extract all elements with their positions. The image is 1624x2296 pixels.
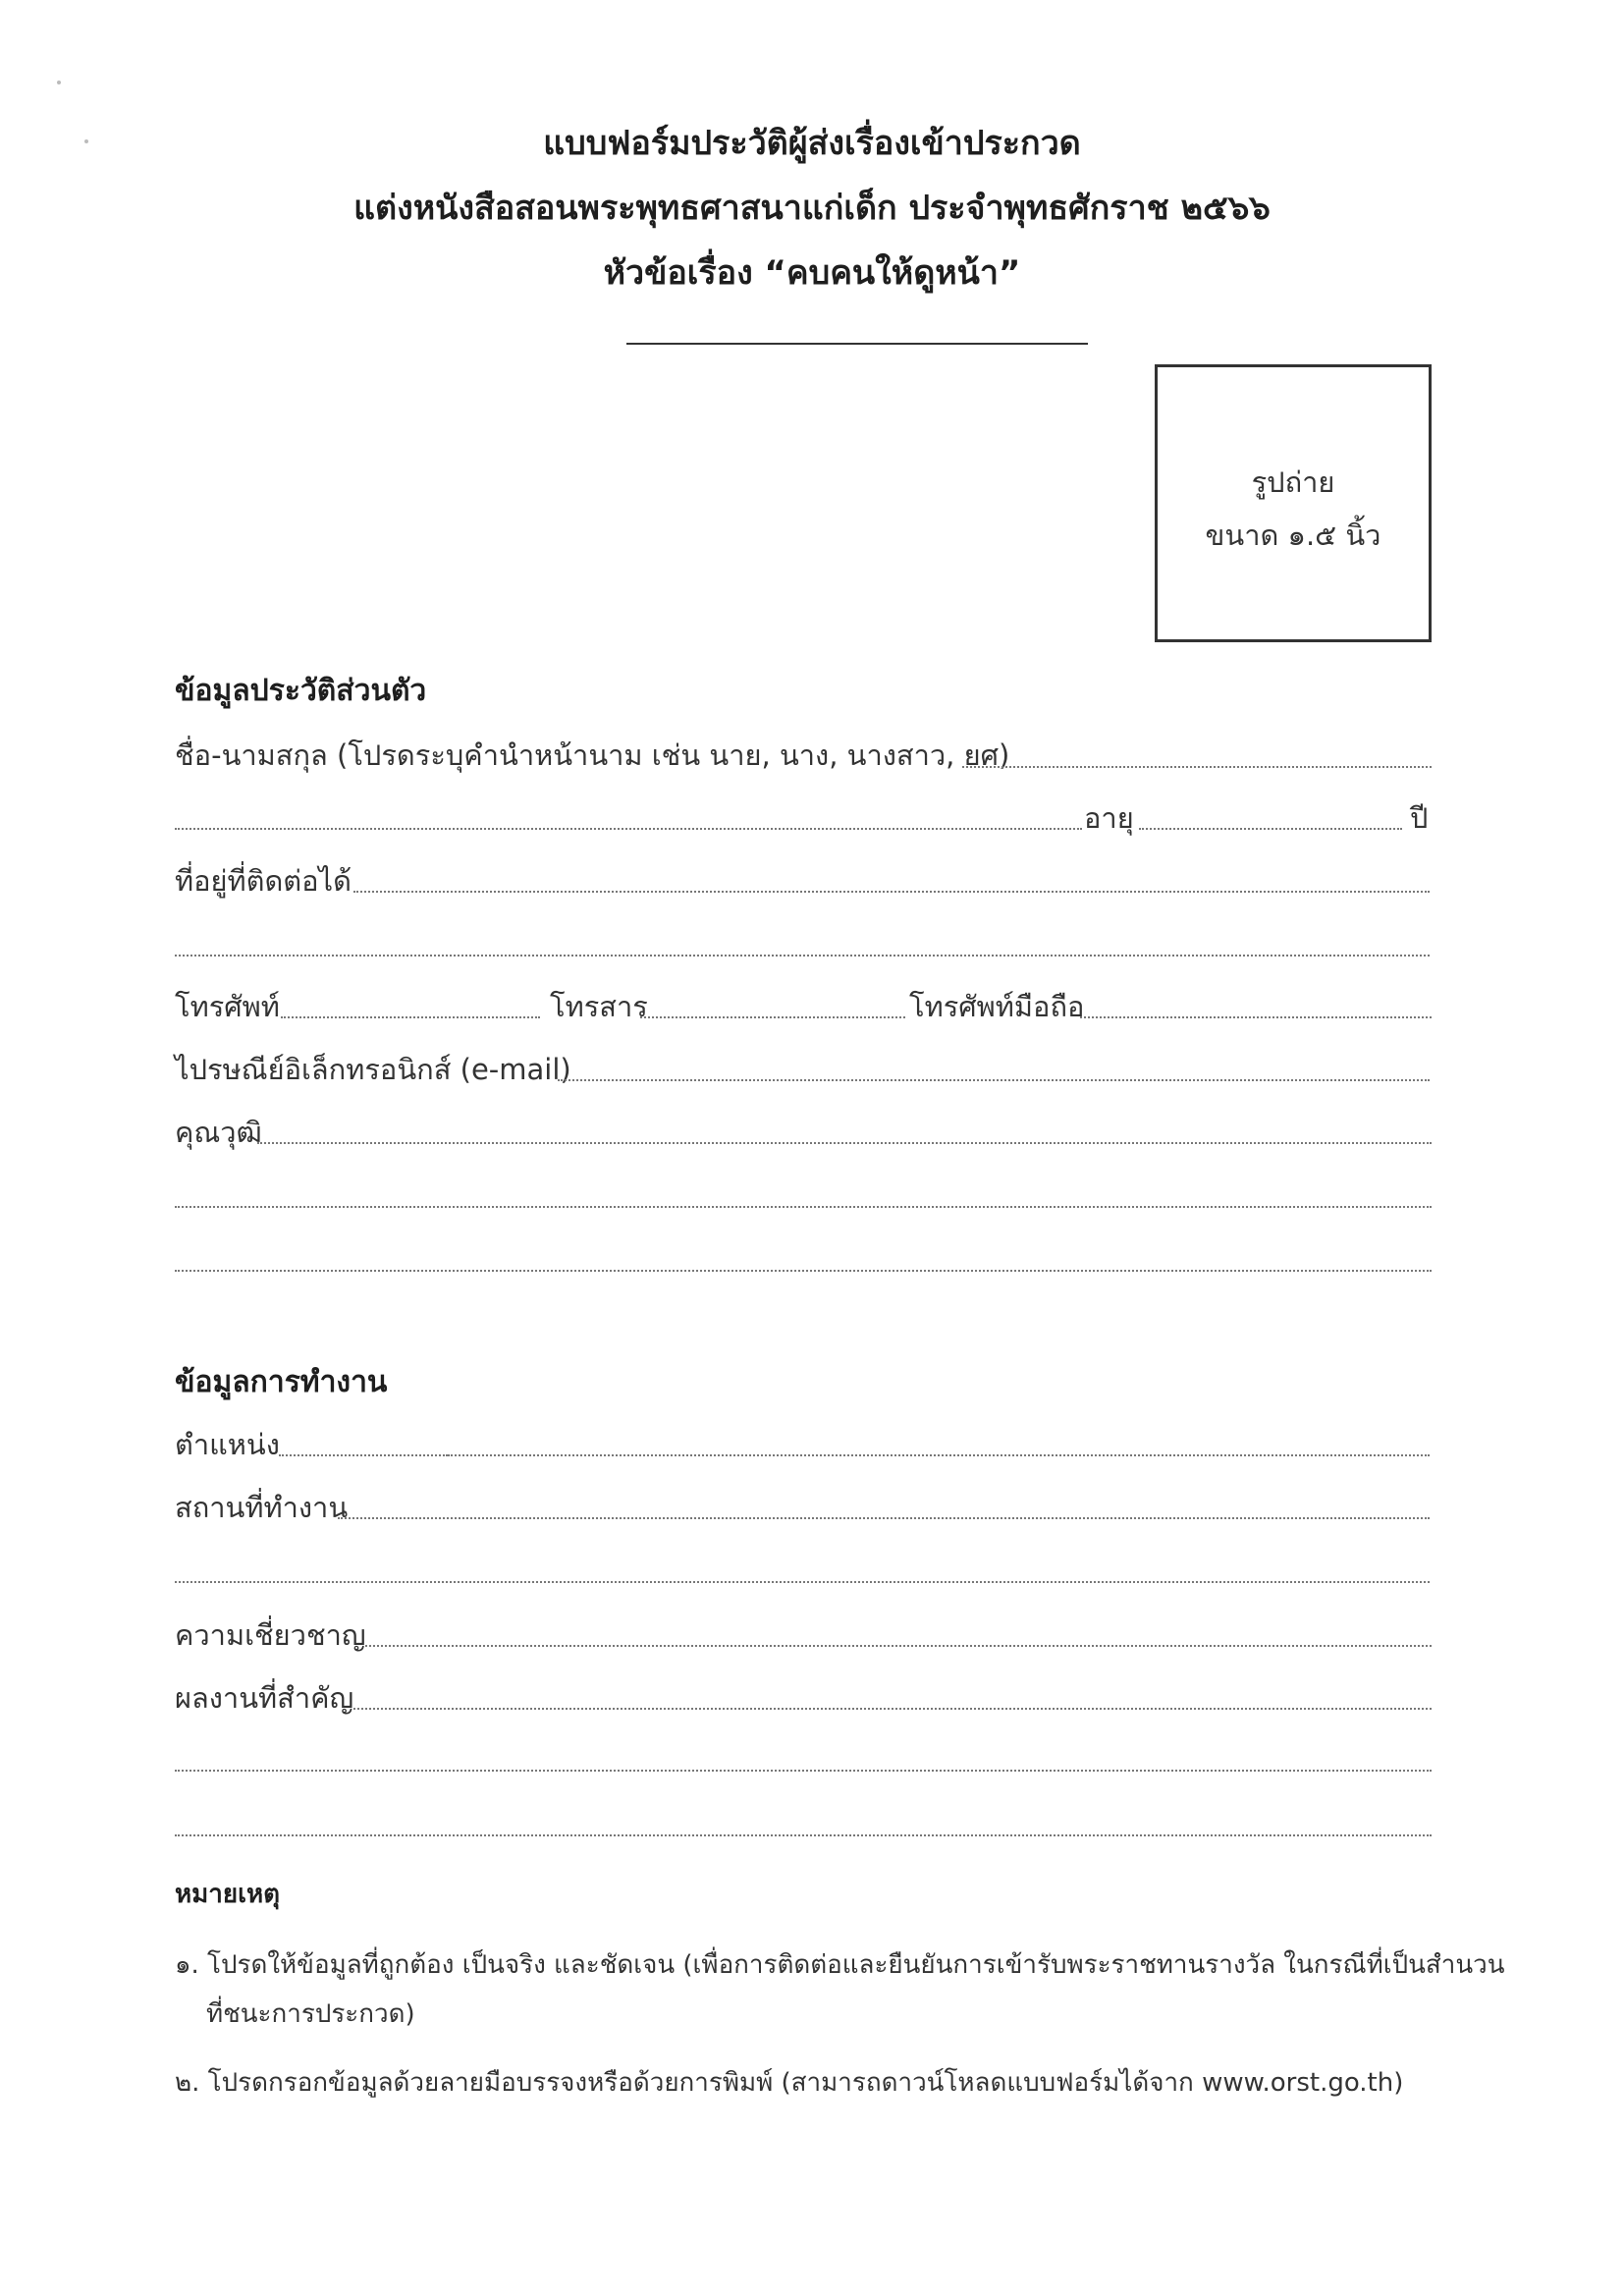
address-field[interactable] bbox=[353, 891, 1430, 893]
address-label: ที่อยู่ที่ติดต่อได้ bbox=[175, 864, 352, 898]
phone-field[interactable] bbox=[281, 1016, 540, 1018]
achievements-label: ผลงานที่สำคัญ bbox=[175, 1681, 354, 1715]
qualification-field-continued[interactable] bbox=[175, 1270, 1432, 1272]
mobile-label: โทรศัพท์มือถือ bbox=[909, 990, 1085, 1023]
photo-label: รูปถ่าย bbox=[1251, 465, 1335, 499]
phone-label: โทรศัพท์ bbox=[175, 990, 280, 1023]
name-label: ชื่อ-นามสกุล (โปรดระบุคำนำหน้านาม เช่น นาย, นาง, นางสาว, ยศ) bbox=[175, 738, 1010, 772]
note-2: ๒. โปรดกรอกข้อมูลด้วยลายมือบรรจงหรือด้วยการพิมพ์ (สามารถดาวน์โหลดแบบฟอร์มได้จาก www.orst.go.th) bbox=[175, 2068, 1404, 2098]
notes-heading: หมายเหตุ bbox=[175, 1880, 281, 1909]
name-field-continued[interactable] bbox=[175, 828, 1082, 830]
qualification-field-continued[interactable] bbox=[175, 1206, 1432, 1208]
workplace-field[interactable] bbox=[338, 1517, 1430, 1519]
position-field[interactable] bbox=[279, 1454, 448, 1456]
form-subtitle: แต่งหนังสือสอนพระพุทธศาสนาแก่เด็ก ประจำพุทธศักราช ๒๕๖๖ bbox=[353, 189, 1271, 228]
fax-field[interactable] bbox=[640, 1016, 905, 1018]
qualification-field[interactable] bbox=[257, 1142, 1432, 1144]
position-field[interactable] bbox=[448, 1454, 1430, 1456]
note-1: ๑. โปรดให้ข้อมูลที่ถูกต้อง เป็นจริง และชัดเจน (เพื่อการติดต่อและยืนยันการเข้ารับพระราชทานรางวัล ในกรณีที่เป็นสำนวน bbox=[175, 1950, 1505, 1980]
workplace-label: สถานที่ทำงาน bbox=[175, 1491, 349, 1524]
note-1-continued: ที่ชนะการประกวด) bbox=[206, 1999, 415, 2029]
achievements-field-continued[interactable] bbox=[175, 1770, 1432, 1772]
position-label: ตำแหน่ง bbox=[175, 1428, 280, 1461]
name-field[interactable] bbox=[962, 766, 1432, 768]
photo-placeholder-box[interactable] bbox=[1155, 364, 1432, 642]
work-info-heading: ข้อมูลการทำงาน bbox=[175, 1365, 388, 1399]
personal-info-heading: ข้อมูลประวัติส่วนตัว bbox=[175, 674, 427, 708]
email-field[interactable] bbox=[558, 1079, 1430, 1081]
workplace-field-continued[interactable] bbox=[175, 1581, 1430, 1583]
mobile-field[interactable] bbox=[1080, 1016, 1432, 1018]
photo-size-label: ขนาด ๑.๕ นิ้ว bbox=[1205, 519, 1381, 552]
form-title: แบบฟอร์มประวัติผู้ส่งเรื่องเข้าประกวด bbox=[543, 124, 1081, 163]
age-label: อายุ bbox=[1084, 801, 1134, 835]
fax-label: โทรสาร bbox=[550, 990, 648, 1023]
email-label: ไปรษณีย์อิเล็กทรอนิกส์ (e-mail) bbox=[175, 1053, 571, 1086]
age-field[interactable] bbox=[1139, 828, 1402, 830]
title-divider bbox=[626, 343, 1088, 345]
age-unit-label: ปี bbox=[1410, 801, 1429, 835]
expertise-label: ความเชี่ยวชาญ bbox=[175, 1618, 366, 1652]
achievements-field[interactable] bbox=[353, 1708, 1432, 1710]
address-field-continued[interactable] bbox=[175, 955, 1430, 957]
scan-speck bbox=[57, 81, 61, 84]
qualification-label: คุณวุฒิ bbox=[175, 1116, 262, 1149]
achievements-field-continued[interactable] bbox=[175, 1834, 1432, 1836]
expertise-field[interactable] bbox=[365, 1645, 1432, 1647]
topic-title: หัวข้อเรื่อง “คบคนให้ดูหน้า” bbox=[603, 253, 1021, 293]
